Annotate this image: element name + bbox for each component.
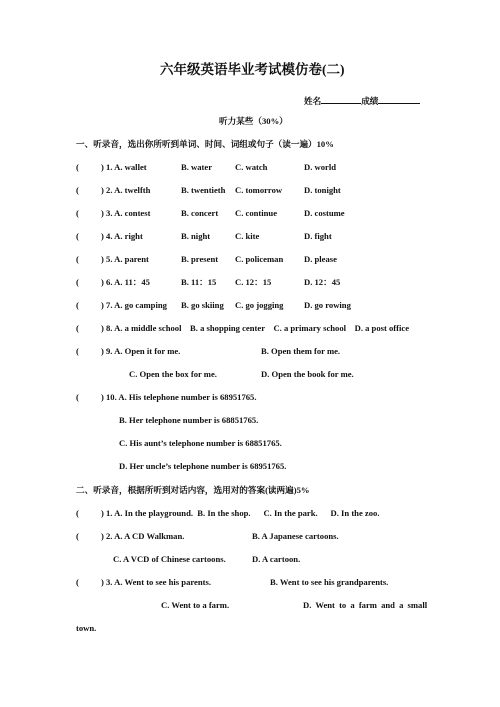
- question-10-option-b: B. Her telephone number is 68851765.: [119, 415, 259, 425]
- question-number: ) 2. A. twelfth: [101, 185, 151, 195]
- option-b: B. night: [181, 231, 211, 241]
- option-b: B. go skiing: [181, 300, 224, 310]
- option-d: D. 12：45: [304, 277, 341, 287]
- part1-question-row: [0, 208, 500, 220]
- part2-question-3-option-b: B. Went to see his grandparents.: [270, 577, 389, 587]
- part1-instruction: 一、听录音，选出你所听到单词、时间、词组或句子（读一遍）10%: [76, 139, 334, 149]
- answer-bracket[interactable]: (: [76, 323, 79, 333]
- option-c: C. 12：15: [235, 277, 272, 287]
- question-number: ) 5. A. parent: [101, 254, 149, 264]
- answer-bracket[interactable]: (: [76, 254, 79, 264]
- part1-question-row: [0, 277, 500, 289]
- name-blank[interactable]: [321, 94, 361, 104]
- question-9-option-d: D. Open the book for me.: [261, 369, 354, 379]
- option-c: C. kite: [235, 231, 260, 241]
- option-c: C. policeman: [235, 254, 284, 264]
- option-d: D. go rowing: [304, 300, 351, 310]
- question-number: ) 4. A. right: [101, 231, 143, 241]
- part2-question-3-option-d: D. Went to a farm and a small: [303, 600, 428, 610]
- question-10-option-a: ) 10. A. His telephone number is 68951765.: [101, 392, 257, 402]
- option-b: B. present: [181, 254, 219, 264]
- option-b: B. concert: [181, 208, 219, 218]
- option-d: D. please: [304, 254, 337, 264]
- option-c: C. continue: [235, 208, 278, 218]
- part2-question-3-option-a: ) 3. A. Went to see his parents.: [101, 577, 211, 587]
- part1-question-row: [0, 185, 500, 197]
- option-d: D. fight: [304, 231, 332, 241]
- question-8-options: ) 8. A. a middle school B. a shopping center C. a primary school D. a post office: [101, 323, 410, 333]
- question-9-option-c: C. Open the box for me.: [129, 369, 217, 379]
- part2-question-1-options: ) 1. A. In the playground. B. In the shop. C. In the park. D. In the zoo.: [101, 508, 380, 518]
- part1-question-row: [0, 162, 500, 174]
- answer-bracket[interactable]: (: [76, 185, 79, 195]
- part2-instruction: 二、听录音，根据所听到对话内容，选用对的答案(读两遍)5%: [76, 485, 310, 495]
- answer-bracket[interactable]: (: [76, 346, 79, 356]
- option-c: C. tomorrow: [235, 185, 283, 195]
- question-number: ) 1. A. wallet: [101, 162, 147, 172]
- part2-question-2-option-c: C. A VCD of Chinese cartoons.: [113, 554, 226, 564]
- answer-bracket[interactable]: (: [76, 208, 79, 218]
- answer-bracket[interactable]: (: [76, 392, 79, 402]
- option-b: B. water: [181, 162, 213, 172]
- question-number: ) 6. A. 11：45: [101, 277, 150, 287]
- option-d: D. tonight: [304, 185, 341, 195]
- answer-bracket[interactable]: (: [76, 508, 79, 518]
- question-9-option-b: B. Open them for me.: [261, 346, 341, 356]
- answer-bracket[interactable]: (: [76, 577, 79, 587]
- question-number: ) 7. A. go camping: [101, 300, 167, 310]
- answer-bracket[interactable]: (: [76, 231, 79, 241]
- answer-bracket[interactable]: (: [76, 300, 79, 310]
- option-d: D. costume: [304, 208, 345, 218]
- answer-bracket[interactable]: (: [76, 277, 79, 287]
- answer-bracket[interactable]: (: [76, 531, 79, 541]
- option-c: C. go jogging: [235, 300, 284, 310]
- score-blank[interactable]: [378, 94, 420, 104]
- part1-question-row: [0, 231, 500, 243]
- score-label: 成绩: [361, 96, 379, 106]
- part1-question-row: [0, 300, 500, 312]
- option-b: B. twentieth: [181, 185, 226, 195]
- option-b: B. 11：15: [181, 277, 217, 287]
- part2-question-2-option-b: B. A Japanese cartoons.: [252, 531, 339, 541]
- part2-question-3-option-c: C. Went to a farm.: [161, 600, 230, 610]
- answer-bracket[interactable]: (: [76, 162, 79, 172]
- listening-section-header: 听力某些（30%）: [219, 116, 288, 126]
- question-10-option-d: D. Her uncle’s telephone number is 68951765.: [119, 461, 287, 471]
- part1-question-row: [0, 254, 500, 266]
- name-score-line: [304, 94, 420, 107]
- question-number: ) 3. A. contest: [101, 208, 151, 218]
- name-label: 姓名: [304, 96, 322, 106]
- option-d: D. world: [304, 162, 336, 172]
- part2-question-2-option-a: ) 2. A. A CD Walkman.: [101, 531, 185, 541]
- part2-question-3-option-d-continued: town.: [76, 623, 97, 633]
- option-c: C. watch: [235, 162, 268, 172]
- question-9-option-a: ) 9. A. Open it for me.: [101, 346, 181, 356]
- part2-question-2-option-d: D. A cartoon.: [252, 554, 301, 564]
- question-10-option-c: C. His aunt’s telephone number is 68851765.: [119, 438, 282, 448]
- page-title: 六年级英语毕业考试模仿卷(二): [160, 62, 345, 77]
